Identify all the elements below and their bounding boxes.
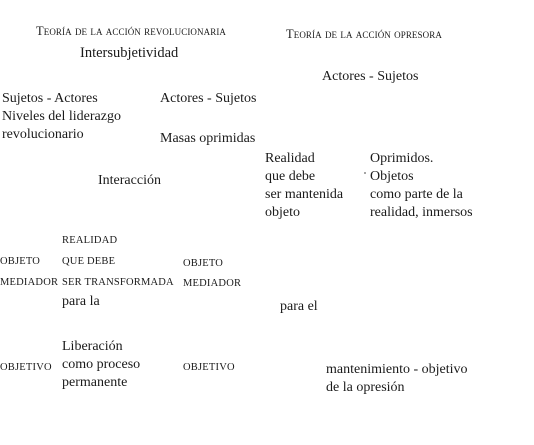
maintenance-text	[326, 361, 468, 397]
reality-caps-line-3: SER TRANSFORMADA	[62, 277, 174, 288]
leadership-levels-text	[2, 108, 121, 144]
maintenance-line-2: de la opresión	[326, 380, 405, 395]
mediating-object-left-line-1: OBJETO	[0, 256, 41, 267]
reality-caps-line-1: REALIDAD	[62, 235, 118, 246]
objective-right-text: OBJETIVO	[183, 362, 235, 373]
right-reality-line-4: objeto	[265, 205, 300, 220]
maintenance-line-1: mantenimiento - objetivo	[326, 362, 468, 377]
liberation-line-2: como proceso	[62, 357, 141, 372]
subjects-actors-text: Sujetos - Actores	[2, 91, 98, 106]
leadership-line-1: Niveles del liderazgo	[2, 109, 121, 124]
liberation-line-3: permanente	[62, 375, 128, 390]
oppressed-objects-text	[370, 150, 473, 222]
left-actors-subjects-text: Actores - Sujetos	[160, 91, 257, 106]
objective-left-text: OBJETIVO	[0, 362, 52, 373]
right-heading: Teoría de la acción opresora	[286, 27, 442, 41]
oppressed-line-3: como parte de la	[370, 187, 463, 202]
mediating-object-right-line-1: OBJETO	[183, 258, 224, 269]
left-subheading: Intersubjetividad	[80, 45, 179, 61]
liberation-line-1: Liberación	[62, 339, 123, 354]
liberation-text	[62, 338, 140, 392]
right-reality-line-3: ser mantenida	[265, 187, 344, 202]
left-heading: Teoría de la acción revolucionaria	[36, 24, 227, 38]
para-el-text: para el	[280, 299, 318, 314]
right-reality-line-1: Realidad	[265, 151, 315, 166]
mediating-object-left-line-2: MEDIADOR	[0, 277, 59, 288]
right-reality-text	[265, 150, 343, 222]
leadership-line-2: revolucionario	[2, 127, 84, 142]
right-actors-subjects-text: Actores - Sujetos	[322, 69, 419, 84]
print-speck	[364, 172, 366, 174]
oppressed-line-2: Objetos	[370, 169, 414, 184]
para-la-text: para la	[62, 294, 100, 309]
mediating-object-right-line-2: MEDIADOR	[183, 278, 242, 289]
oppressed-masses-text: Masas oprimidas	[160, 131, 256, 146]
reality-caps-line-2: QUE DEBE	[62, 256, 116, 267]
right-reality-line-2: que debe	[265, 169, 316, 184]
oppressed-line-1: Oprimidos.	[370, 151, 434, 166]
interaction-text: Interacción	[98, 173, 161, 188]
oppressed-line-4: realidad, inmersos	[370, 205, 473, 220]
